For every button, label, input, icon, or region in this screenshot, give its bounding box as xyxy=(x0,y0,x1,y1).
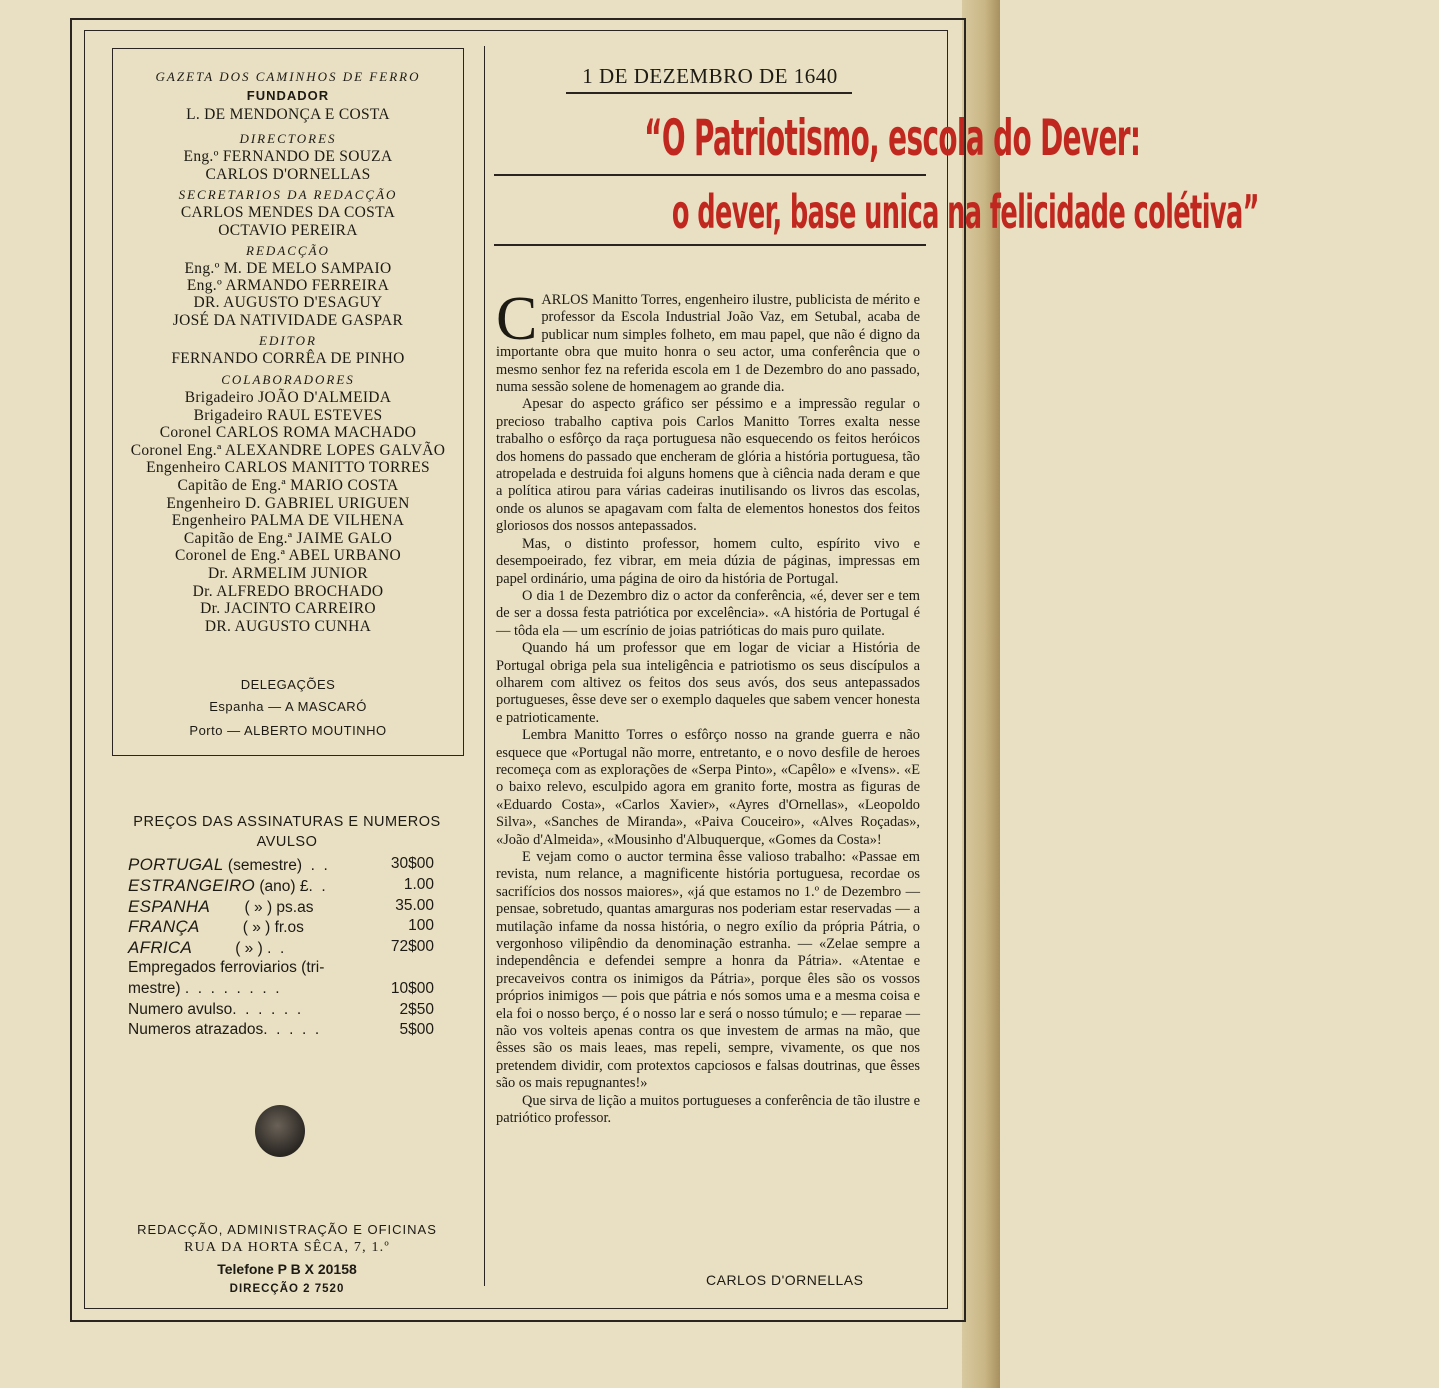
colaborador-name: Dr. ARMELIM JUNIOR xyxy=(208,565,368,582)
price-label xyxy=(128,876,326,896)
seal-mark xyxy=(255,1105,305,1157)
redactor-name: DR. AUGUSTO D'ESAGUY xyxy=(193,294,383,311)
gazette-title: GAZETA DOS CAMINHOS DE FERRO xyxy=(155,69,421,84)
prices-title: PREÇOS DAS ASSINATURAS E NUMEROS AVULSO xyxy=(133,814,441,850)
colaborador-name: Dr. ALFREDO BROCHADO xyxy=(192,582,384,600)
price-row xyxy=(128,1021,434,1043)
fundador-name: L. DE MENDONÇA E COSTA xyxy=(186,106,390,123)
headline-line-1: “O Patriotismo, escola do Dever: xyxy=(644,109,1141,167)
article-paragraph: E vejam como o auctor termina êsse valioso trabalho: «Passae em revista, num relance, a magnificente história portuguesa, recordae os sacrifícios dos nossos maiores», «já que estamos no 1.º de Dezembro — pensae, sobretudo, quantas amarguras nos poderiam estar reservadas — a mutilação infame da nossa história, o negro exílio da própria Pátria, o vergonhoso vilipêndio da denominação estranha. — «Zelae sempre a independência e defendei sempre a honra da Pátria». «Atentae e precaveivos contra os inimigos da Pátria», porque êles são os vossos próprios inimigos — pois que pátria e nós somos uma e a mesma coisa e ela foi o nosso berço, é o nosso lar e será o nosso túmulo; e — reparae — não vos volteis apenas contra os que investem de armas na mão, que êsses são os mais leaes, mas repeli, sempre, vivamente, os que nos pretendem dividir, com protextos capciosos e falsas doutrinas, que êsses são os mais repugnantes!» xyxy=(496,849,920,1092)
price-row xyxy=(128,876,434,898)
date-underline xyxy=(566,92,852,94)
article-paragraph: Mas, o distinto professor, homem culto, espírito vivo e desempoeirado, fez vibrar, em meia dúzia de páginas, impressas em papel ordinário, uma página de oiro da história de Portugal. xyxy=(496,535,920,587)
redactor-name: Eng.º M. DE MELO SAMPAIO xyxy=(184,260,392,277)
colaborador-name: Engenheiro CARLOS MANITTO TORRES xyxy=(146,459,430,477)
price-region: FRANÇA xyxy=(128,917,200,937)
director-name: CARLOS D'ORNELLAS xyxy=(205,166,371,183)
price-label xyxy=(128,1021,319,1039)
column-divider xyxy=(484,46,485,1286)
price-value: 35.00 xyxy=(395,896,434,914)
colaborador-name: DR. AUGUSTO CUNHA xyxy=(204,617,372,635)
price-detail: Numero avulso. . . . . . xyxy=(128,1000,302,1018)
price-label xyxy=(128,855,328,875)
secretario-name: CARLOS MENDES DA COSTA xyxy=(180,204,396,221)
price-label xyxy=(128,938,284,958)
price-region: ESPANHA xyxy=(128,896,211,916)
price-row xyxy=(128,855,434,877)
price-detail: (ano) £. . xyxy=(255,877,326,895)
redactor-name: Eng.º ARMANDO FERREIRA xyxy=(186,277,390,294)
price-row xyxy=(128,897,434,919)
colaborador-name: Coronel CARLOS ROMA MACHADO xyxy=(159,424,417,442)
headline-rule xyxy=(494,174,926,176)
price-value: 5$00 xyxy=(399,1021,434,1039)
price-label xyxy=(128,959,324,977)
price-value: 100 xyxy=(408,917,434,935)
colaboradores-label: COLABORADORES xyxy=(221,372,355,387)
article-body xyxy=(496,285,920,1128)
delegacao-espanha: Espanha — A MASCARÓ xyxy=(209,699,367,714)
directores-label: DIRECTORES xyxy=(239,131,337,146)
article-paragraph: O dia 1 de Dezembro diz o actor da conferência, «é, dever ser e tem de ser a dossa festa patriótica por excelência». «A história de Portugal é — tôda ela — um escrínio de joias patrióticas do mais puro quilate. xyxy=(496,587,920,639)
article-paragraph: Quando há um professor que em logar de viciar a História de Portugal obriga pela sua inteligência e patriotismo os seus discípulos a olharem com altivez os feitos dos seus avós, dos seus antepassados portugueses, êsse deve ser o exemplo daqueles que sabem vencer honesta e patrioticamente. xyxy=(496,640,920,726)
article-paragraph: CARLOS Manitto Torres, engenheiro ilustre, publicista de mérito e professor da Escola Industrial João Vaz, em Setubal, acaba de publicar num simples folheto, em mau papel, que não é digno da importante obra que muito honra o seu actor, uma conferência que o mesmo senhor fez na referida escola em 1 de Dezembro do ano passado, numa sessão solene de homenagem ao grande dia. xyxy=(496,285,920,396)
price-label xyxy=(128,917,304,937)
colaborador-name: Engenheiro PALMA DE VILHENA xyxy=(171,512,405,530)
price-row xyxy=(128,917,434,939)
article-paragraph: Apesar do aspecto gráfico ser péssimo e a impressão regular o precioso trabalho captiva pois Carlos Manitto Torres exalta nesse trabalho o esfôrço da raça portuguesa não esquecendo os feitos heróicos dos homens do passado que encheram de glória a história portuguesa, tão atropelada e destruida foi alguns homens que à ciência nada deram e que a política atirou para várias cadeiras inutilisando os livros das escolas, onde os alunos se apagavam com falta de elementos honestos dos feitos gloriosos dos nossos antepassados. xyxy=(496,396,920,535)
price-detail: Empregados ferroviarios (tri- xyxy=(128,959,325,976)
colaborador-name: Capitão de Eng.ª JAIME GALO xyxy=(183,529,393,547)
delegacoes-label: DELEGAÇÕES xyxy=(240,677,336,692)
article-paragraph: Lembra Manitto Torres o esfôrço nosso na grande guerra e não esquece que «Portugal não morre, entretanto, e o novo desfile de heroes recomeça com as explorações de «Serpa Pinto», «Capêlo» e «Ivens». «E o baixo relevo, esculpido agora em granito forte, mostra as figuras de «Eduardo Costa», «Carlos Xavier», «Ayres d'Ornellas», «Leopoldo Silva», «Sanches de Miranda», «Paiva Couceiro», «Alves Roçadas», «João d'Almeida», «Mousinho d'Albuquerque, «Gomes da Costa»! xyxy=(496,727,920,848)
colaborador-name: Engenheiro D. GABRIEL URIGUEN xyxy=(166,494,410,512)
headline-line-2: o dever, base unica na felicidade colétiva” xyxy=(671,185,1259,239)
colaborador-name: Brigadeiro JOÃO D'ALMEIDA xyxy=(184,389,392,406)
colaborador-name: Coronel de Eng.ª ABEL URBANO xyxy=(174,547,402,565)
price-value: 10$00 xyxy=(390,979,434,997)
price-region: PORTUGAL xyxy=(128,855,224,874)
price-region: ESTRANGEIRO xyxy=(128,875,256,895)
price-detail: ( » ) . . xyxy=(192,940,285,958)
redaccao-label: REDACÇÃO xyxy=(246,243,330,258)
price-row xyxy=(128,959,434,981)
footer-direccao: DIRECÇÃO 2 7520 xyxy=(229,1283,345,1295)
editor-label: EDITOR xyxy=(259,333,317,348)
footer-street: RUA DA HORTA SÊCA, 7, 1.º xyxy=(184,1240,390,1255)
footer-address-title: REDACÇÃO, ADMINISTRAÇÃO E OFICINAS xyxy=(137,1222,437,1237)
price-value: 1.00 xyxy=(403,875,434,893)
colaborador-name: Dr. JACINTO CARREIRO xyxy=(200,600,376,618)
price-detail: ( » ) ps.as xyxy=(210,898,314,916)
colaborador-name: Capitão de Eng.ª MARIO COSTA xyxy=(177,477,399,494)
price-label xyxy=(128,1001,301,1019)
colaborador-name: Coronel Eng.ª ALEXANDRE LOPES GALVÃO xyxy=(130,441,446,459)
price-region: AFRICA xyxy=(128,938,193,958)
price-label xyxy=(128,980,280,998)
redactor-name: JOSÉ DA NATIVIDADE GASPAR xyxy=(172,312,404,329)
masthead-box xyxy=(112,48,464,756)
price-label xyxy=(128,897,313,917)
delegacao-porto: Porto — ALBERTO MOUTINHO xyxy=(189,723,387,738)
price-row xyxy=(128,938,434,960)
price-row xyxy=(128,1001,434,1023)
director-name: Eng.º FERNANDO DE SOUZA xyxy=(183,148,393,165)
headline-rule-2 xyxy=(494,244,926,246)
drop-cap: C xyxy=(496,285,538,353)
price-detail: ( » ) fr.os xyxy=(199,919,304,937)
price-detail: mestre) . . . . . . . . xyxy=(128,979,280,997)
price-row xyxy=(128,980,434,1002)
footer-telephone: Telefone P B X 20158 xyxy=(217,1261,357,1277)
price-value: 72$00 xyxy=(390,938,434,956)
signature: CARLOS D'ORNELLAS xyxy=(706,1272,864,1288)
price-detail: (semestre) . . xyxy=(223,857,328,874)
fundador-label: FUNDADOR xyxy=(246,88,330,103)
article-paragraph: Que sirva de lição a muitos portugueses a conferência de tão ilustre e patriótico professor. xyxy=(496,1092,920,1127)
article-date: 1 DE DEZEMBRO DE 1640 xyxy=(582,64,838,88)
editor-name: FERNANDO CORRÊA DE PINHO xyxy=(171,350,405,367)
price-value: 30$00 xyxy=(390,855,434,872)
price-detail: Numeros atrazados. . . . . xyxy=(128,1021,320,1039)
colaborador-name: Brigadeiro RAUL ESTEVES xyxy=(193,406,383,424)
price-value: 2$50 xyxy=(399,1000,434,1018)
secretarios-label: SECRETARIOS DA REDACÇÃO xyxy=(178,187,398,202)
secretario-name: OCTAVIO PEREIRA xyxy=(218,222,358,239)
